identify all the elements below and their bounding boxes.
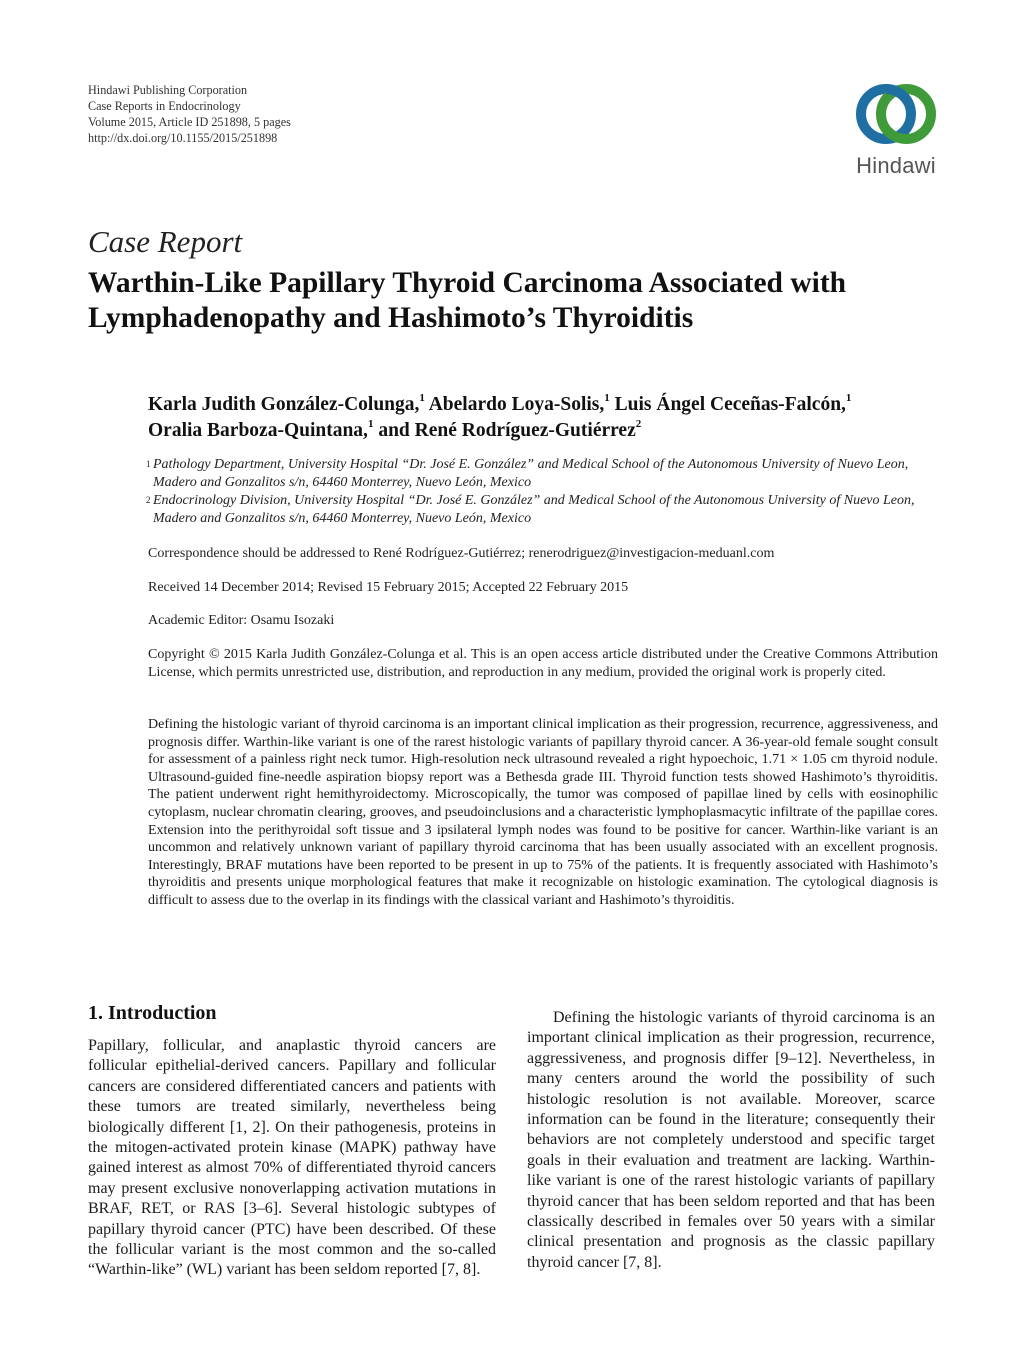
author-name: and René Rodríguez-Gutiérrez [378, 420, 636, 441]
doi-link[interactable]: http://dx.doi.org/10.1155/2015/251898 [88, 131, 278, 145]
author-name: Luis Ángel Ceceñas-Falcón, [614, 394, 846, 415]
correspondence-note: Correspondence should be addressed to René Rodríguez-Gutiérrez; renerodriguez@investigacion-meduanl.com [148, 546, 775, 561]
publisher-name: Hindawi Publishing Corporation [88, 83, 248, 97]
author-affiliation-mark: 1 [367, 418, 374, 430]
academic-editor: Academic Editor: Osamu Isozaki [148, 613, 335, 628]
author-name: Karla Judith González-Colunga, [148, 394, 420, 415]
body-column-left: Papillary, follicular, and anaplastic thyroid cancers are follicular epithelial-derived cancers. Papillary and follicular cancers are considered differentiated cancers and patients with these tumors are treated similarly, nevertheless being biologically different [1, 2]. On their pathogenesis, proteins in the mitogen-activated protein kinase (MAPK) pathway have gained interest as almost 70% of differentiated thyroid cancers may present exclusive nonoverlapping activation mutations in BRAF, RET, or RAS [3–6]. Several histologic subtypes of papillary thyroid cancer (PTC) have been described. Of these the follicular variant is the most common and the so-called “Warthin-like” (WL) variant has been seldom reported [7, 8]. [88, 1037, 496, 1279]
affiliation-text: Pathology Department, University Hospital “Dr. José E. González” and Medical School of the Autonomous University of Nuevo Leon, Madero and Gonzalitos s/n, 64460 Monterrey, Nuevo León, Mexico [153, 457, 909, 490]
affiliation-number: 2 [146, 495, 151, 505]
logo-wordmark: Hindawi [856, 153, 936, 178]
journal-name: Case Reports in Endocrinology [88, 99, 241, 113]
affiliation-number: 1 [146, 459, 151, 469]
abstract-text: Defining the histologic variant of thyroid carcinoma is an important clinical implication as their progression, recurrence, aggressiveness, and prognosis differ. Warthin-like variant is one of the rarest histologic variants of papillary thyroid cancer. A 36-year-old female sought consult for assessment of a painless right neck tumor. High-resolution neck ultrasound revealed a right hypoechoic, 1.71 × 1.05 cm thyroid nodule. Ultrasound-guided fine-needle aspiration biopsy report was a Bethesda grade III. Thyroid function tests showed Hashimoto’s thyroiditis. The patient underwent right hemithyroidectomy. Microscopically, the tumor was composed of papillae lined by cells with eosinophilic cytoplasm, nuclear chromatin clearing, grooves, and pseudoinclusions and a characteristic lymphoplasmacytic infiltrate of the papillae cores. Extension into the perithyroidal soft tissue and 3 ipsilateral lymph nodes was found to be positive for cancer. Warthin-like variant is an uncommon and relatively unknown variant of papillary thyroid carcinoma that has been usually associated with an excellent prognosis. Interestingly, BRAF mutations have been reported to be present in up to 75% of the patients. It is frequently associated with Hashimoto’s thyroiditis and presents unique morphological features that make it recognizable on histologic examination. The cytological diagnosis is difficult to assess due to the overlap in its findings with the classical variant and Hashimoto’s thyroiditis. [148, 717, 938, 908]
publication-info [88, 82, 291, 146]
copyright-notice: Copyright © 2015 Karla Judith González-Colunga et al. This is an open access article distributed under the Creative Commons Attribution License, which permits unrestricted use, distribution, and reproduction in any medium, provided the original work is properly cited. [148, 647, 938, 680]
body-column-right: Defining the histologic variants of thyroid carcinoma is an important clinical implication as their progression, recurrence, aggressiveness, and prognosis differ [9–12]. Nevertheless, in many centers around the world the possibility of such histologic resolution is not available. Moreover, scarce information can be found in the literature; consequently their behaviors are not completely understood and specific target goals in their evaluation and treatment are lacking. Warthin-like variant is one of the rarest histologic variants of papillary thyroid cancer that has been seldom reported and that has been classically described in females over 50 years with a similar clinical presentation and prognosis as the classic papillary thyroid cancer [7, 8]. [527, 1009, 935, 1271]
author-affiliation-mark: 2 [635, 418, 642, 430]
author-list [148, 392, 948, 444]
author-name: Abelardo Loya-Solis, [428, 394, 605, 415]
article-dates: Received 14 December 2014; Revised 15 February 2015; Accepted 22 February 2015 [148, 580, 629, 595]
author-name: Oralia Barboza-Quintana, [148, 420, 368, 441]
affiliation-text: Endocrinology Division, University Hospital “Dr. José E. González” and Medical School of the Autonomous University of Nuevo Leon, Madero and Gonzalitos s/n, 64460 Monterrey, Nuevo León, Mexico [153, 493, 915, 526]
section-heading-introduction: 1. Introduction [88, 1002, 217, 1024]
affiliation-item [148, 492, 948, 528]
article-type: Case Report [88, 224, 243, 259]
affiliation-item [148, 456, 948, 492]
author-affiliation-mark: 1 [845, 392, 852, 404]
affiliation-list [148, 456, 948, 528]
hindawi-interlocking-rings-icon [850, 82, 942, 146]
author-affiliation-mark: 1 [604, 392, 610, 404]
author-affiliation-mark: 1 [419, 392, 425, 404]
volume-info: Volume 2015, Article ID 251898, 5 pages [88, 115, 291, 129]
article-title: Warthin-Like Papillary Thyroid Carcinoma Associated with Lymphadenopathy and Hashimoto’s Thyroiditis [88, 267, 847, 334]
hindawi-logo [850, 82, 942, 179]
